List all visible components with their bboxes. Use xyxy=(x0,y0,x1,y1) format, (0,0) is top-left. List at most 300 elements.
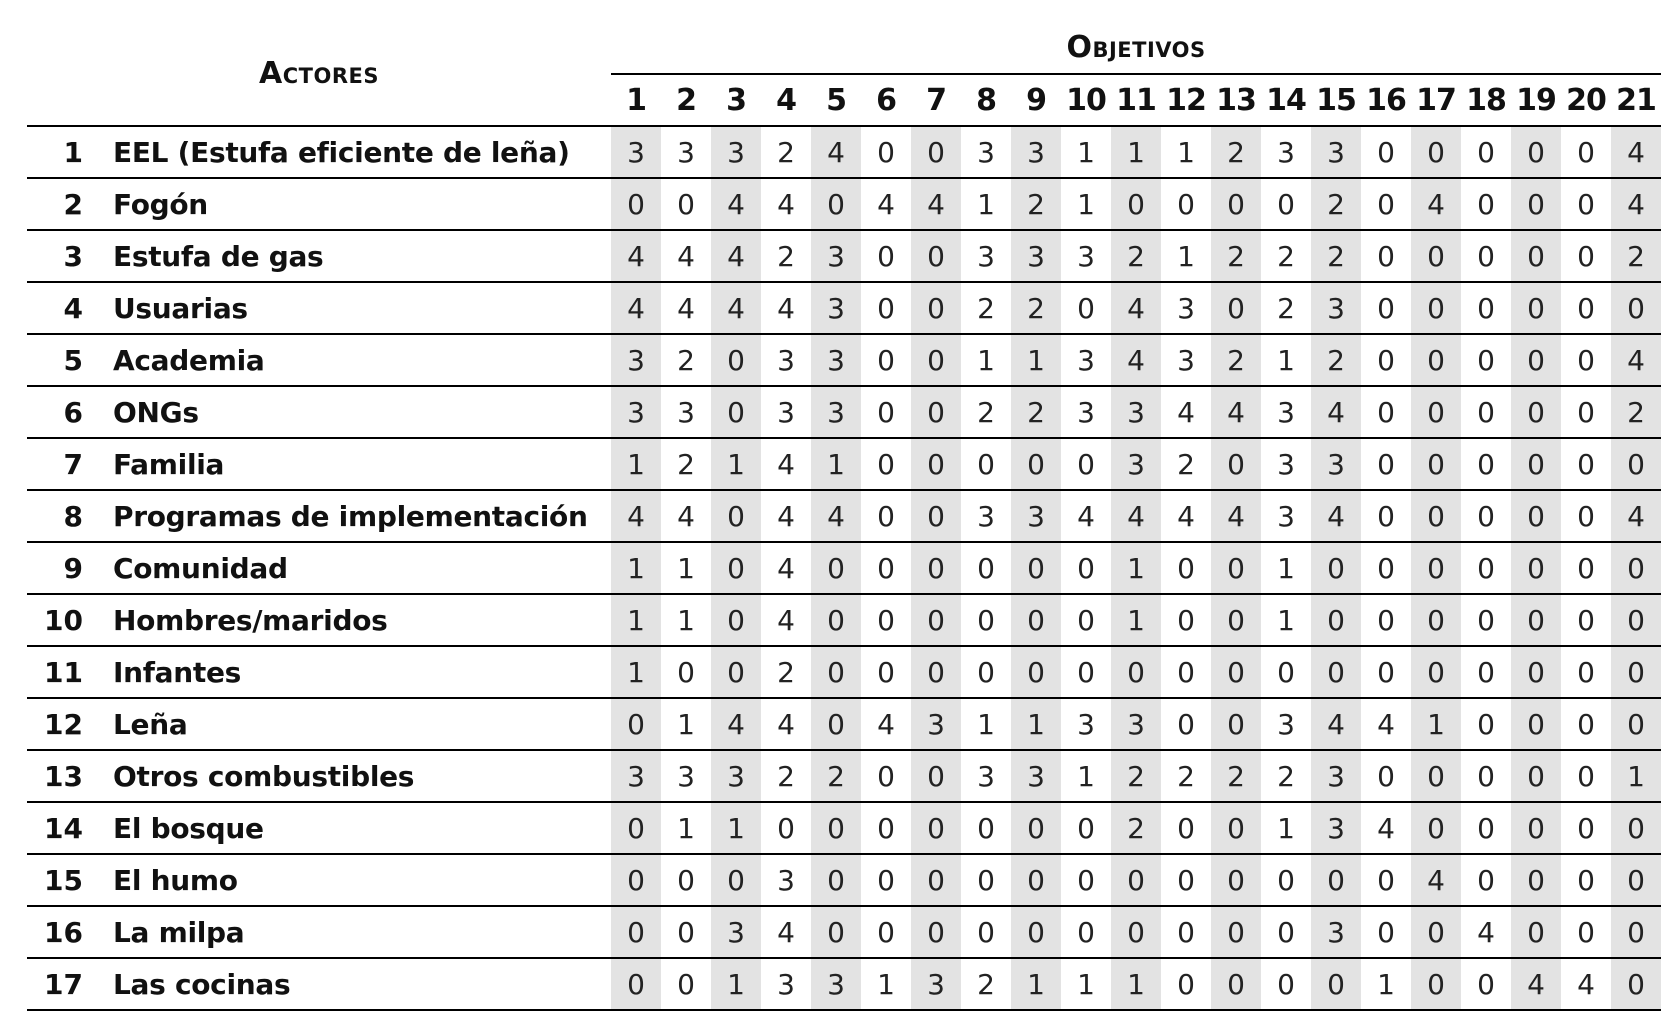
actor-name: Fogón xyxy=(91,178,611,230)
objective-number-3: 3 xyxy=(711,74,761,126)
matrix-cell: 2 xyxy=(1261,750,1311,802)
table-row xyxy=(27,594,1661,646)
matrix-cell: 3 xyxy=(1061,698,1111,750)
matrix-cell: 0 xyxy=(1611,646,1661,698)
matrix-cell: 0 xyxy=(1361,438,1411,490)
matrix-cell: 0 xyxy=(1461,750,1511,802)
matrix-cell: 2 xyxy=(1211,230,1261,282)
row-number: 16 xyxy=(27,906,91,958)
matrix-cell: 0 xyxy=(1261,854,1311,906)
actor-name: Programas de implementación xyxy=(91,490,611,542)
matrix-cell: 2 xyxy=(1261,230,1311,282)
matrix-cell: 0 xyxy=(1411,906,1461,958)
matrix-cell: 0 xyxy=(661,854,711,906)
matrix-cell: 0 xyxy=(611,802,661,854)
matrix-cell: 0 xyxy=(1611,906,1661,958)
row-number: 17 xyxy=(27,958,91,1010)
matrix-cell: 2 xyxy=(1111,802,1161,854)
matrix-cell: 1 xyxy=(1061,958,1111,1010)
matrix-cell: 0 xyxy=(961,802,1011,854)
matrix-cell: 3 xyxy=(661,126,711,178)
actor-name: Comunidad xyxy=(91,542,611,594)
matrix-cell: 0 xyxy=(1361,854,1411,906)
matrix-cell: 0 xyxy=(711,490,761,542)
matrix-cell: 3 xyxy=(1161,282,1211,334)
matrix-cell: 0 xyxy=(1161,958,1211,1010)
matrix-cell: 3 xyxy=(711,906,761,958)
matrix-cell: 0 xyxy=(1561,750,1611,802)
matrix-cell: 0 xyxy=(1511,594,1561,646)
matrix-cell: 0 xyxy=(861,646,911,698)
matrix-cell: 3 xyxy=(661,386,711,438)
matrix-cell: 3 xyxy=(1061,230,1111,282)
matrix-cell: 3 xyxy=(761,334,811,386)
objective-number-2: 2 xyxy=(661,74,711,126)
table-row xyxy=(27,438,1661,490)
matrix-cell: 4 xyxy=(861,178,911,230)
matrix-cell: 0 xyxy=(1211,594,1261,646)
matrix-cell: 0 xyxy=(1561,438,1611,490)
objective-number-17: 17 xyxy=(1411,74,1461,126)
matrix-cell: 4 xyxy=(761,438,811,490)
matrix-cell: 2 xyxy=(761,230,811,282)
matrix-cell: 2 xyxy=(1311,334,1361,386)
matrix-cell: 1 xyxy=(961,698,1011,750)
matrix-cell: 2 xyxy=(761,646,811,698)
matrix-cell: 4 xyxy=(1111,334,1161,386)
matrix-cell: 0 xyxy=(1511,126,1561,178)
matrix-cell: 1 xyxy=(1361,958,1411,1010)
matrix-cell: 0 xyxy=(711,386,761,438)
matrix-cell: 0 xyxy=(1461,698,1511,750)
matrix-cell: 0 xyxy=(1361,594,1411,646)
matrix-cell: 3 xyxy=(1261,386,1311,438)
matrix-cell: 4 xyxy=(761,906,811,958)
matrix-cell: 4 xyxy=(761,594,811,646)
matrix-cell: 2 xyxy=(761,750,811,802)
row-number: 5 xyxy=(27,334,91,386)
matrix-cell: 0 xyxy=(761,802,811,854)
matrix-cell: 0 xyxy=(1411,802,1461,854)
objective-number-19: 19 xyxy=(1511,74,1561,126)
matrix-cell: 0 xyxy=(911,542,961,594)
matrix-cell: 3 xyxy=(911,698,961,750)
matrix-cell: 0 xyxy=(911,282,961,334)
matrix-cell: 0 xyxy=(911,646,961,698)
table-row xyxy=(27,958,1661,1010)
matrix-cell: 0 xyxy=(911,490,961,542)
matrix-cell: 4 xyxy=(811,490,861,542)
matrix-cell: 0 xyxy=(1561,126,1611,178)
matrix-cell: 0 xyxy=(661,178,711,230)
matrix-cell: 0 xyxy=(661,958,711,1010)
matrix-cell: 2 xyxy=(1611,230,1661,282)
matrix-cell: 0 xyxy=(1611,542,1661,594)
matrix-cell: 0 xyxy=(861,854,911,906)
matrix-cell: 0 xyxy=(911,802,961,854)
matrix-cell: 0 xyxy=(1361,490,1411,542)
matrix-cell: 4 xyxy=(1511,958,1561,1010)
objective-number-15: 15 xyxy=(1311,74,1361,126)
matrix-cell: 3 xyxy=(1011,126,1061,178)
matrix-cell: 1 xyxy=(661,594,711,646)
matrix-cell: 0 xyxy=(1211,698,1261,750)
matrix-cell: 2 xyxy=(961,282,1011,334)
actor-name: El humo xyxy=(91,854,611,906)
matrix-cell: 4 xyxy=(1611,178,1661,230)
matrix-cell: 0 xyxy=(1561,698,1611,750)
matrix-cell: 1 xyxy=(611,646,661,698)
matrix-cell: 4 xyxy=(1111,282,1161,334)
matrix-cell: 0 xyxy=(1061,438,1111,490)
row-number: 1 xyxy=(27,126,91,178)
matrix-cell: 0 xyxy=(1211,646,1261,698)
matrix-cell: 1 xyxy=(1261,334,1311,386)
matrix-cell: 0 xyxy=(861,282,911,334)
row-number: 14 xyxy=(27,802,91,854)
matrix-cell: 0 xyxy=(1561,334,1611,386)
matrix-cell: 3 xyxy=(1061,386,1111,438)
matrix-cell: 0 xyxy=(1261,906,1311,958)
matrix-cell: 0 xyxy=(911,230,961,282)
matrix-cell: 0 xyxy=(1461,178,1511,230)
matrix-cell: 0 xyxy=(711,334,761,386)
matrix-cell: 3 xyxy=(611,750,661,802)
matrix-cell: 0 xyxy=(1411,594,1461,646)
matrix-cell: 1 xyxy=(1261,542,1311,594)
objective-number-9: 9 xyxy=(1011,74,1061,126)
matrix-cell: 0 xyxy=(1211,542,1261,594)
matrix-cell: 2 xyxy=(1011,282,1061,334)
matrix-cell: 0 xyxy=(1611,282,1661,334)
matrix-cell: 3 xyxy=(1011,230,1061,282)
matrix-cell: 0 xyxy=(811,854,861,906)
matrix-cell: 0 xyxy=(1211,958,1261,1010)
matrix-cell: 1 xyxy=(661,542,711,594)
row-number: 9 xyxy=(27,542,91,594)
matrix-cell: 0 xyxy=(1211,282,1261,334)
matrix-cell: 0 xyxy=(1511,698,1561,750)
matrix-cell: 2 xyxy=(1161,750,1211,802)
matrix-cell: 0 xyxy=(1611,438,1661,490)
matrix-cell: 0 xyxy=(1061,282,1111,334)
matrix-cell: 0 xyxy=(1411,230,1461,282)
matrix-cell: 0 xyxy=(1411,646,1461,698)
matrix-cell: 1 xyxy=(961,178,1011,230)
matrix-cell: 0 xyxy=(1261,958,1311,1010)
matrix-cell: 0 xyxy=(1511,282,1561,334)
matrix-cell: 0 xyxy=(611,906,661,958)
matrix-cell: 1 xyxy=(1161,230,1211,282)
matrix-cell: 1 xyxy=(1011,958,1061,1010)
matrix-cell: 2 xyxy=(1261,282,1311,334)
table-row xyxy=(27,230,1661,282)
matrix-cell: 0 xyxy=(1211,802,1261,854)
matrix-cell: 2 xyxy=(1161,438,1211,490)
matrix-cell: 0 xyxy=(1111,178,1161,230)
matrix-cell: 0 xyxy=(1361,906,1411,958)
matrix-cell: 4 xyxy=(711,282,761,334)
matrix-cell: 0 xyxy=(1461,230,1511,282)
objective-number-6: 6 xyxy=(861,74,911,126)
matrix-cell: 4 xyxy=(1411,178,1461,230)
matrix-cell: 2 xyxy=(661,438,711,490)
header-row-top xyxy=(27,22,1661,74)
matrix-cell: 0 xyxy=(1361,282,1411,334)
matrix-cell: 2 xyxy=(961,958,1011,1010)
matrix-cell: 0 xyxy=(1311,594,1361,646)
matrix-cell: 0 xyxy=(1611,594,1661,646)
table-row xyxy=(27,386,1661,438)
matrix-cell: 0 xyxy=(1511,542,1561,594)
matrix-cell: 0 xyxy=(1461,646,1511,698)
matrix-cell: 4 xyxy=(1611,126,1661,178)
table-row xyxy=(27,542,1661,594)
matrix-cell: 3 xyxy=(611,126,661,178)
matrix-cell: 0 xyxy=(1461,594,1511,646)
matrix-cell: 4 xyxy=(1061,490,1111,542)
matrix-cell: 0 xyxy=(711,542,761,594)
matrix-cell: 0 xyxy=(1611,958,1661,1010)
matrix-cell: 0 xyxy=(661,646,711,698)
matrix-cell: 0 xyxy=(1161,854,1211,906)
matrix-cell: 0 xyxy=(861,802,911,854)
matrix-cell: 0 xyxy=(1561,594,1611,646)
actor-name: Las cocinas xyxy=(91,958,611,1010)
matrix-cell: 0 xyxy=(861,438,911,490)
matrix-cell: 0 xyxy=(1211,906,1261,958)
matrix-cell: 0 xyxy=(811,646,861,698)
objective-number-20: 20 xyxy=(1561,74,1611,126)
matrix-cell: 0 xyxy=(811,698,861,750)
matrix-cell: 1 xyxy=(1011,334,1061,386)
objective-number-11: 11 xyxy=(1111,74,1161,126)
matrix-cell: 0 xyxy=(1361,542,1411,594)
matrix-cell: 0 xyxy=(1261,178,1311,230)
matrix-cell: 0 xyxy=(1461,802,1511,854)
matrix-cell: 1 xyxy=(661,698,711,750)
matrix-cell: 0 xyxy=(1561,230,1611,282)
matrix-cell: 0 xyxy=(1011,438,1061,490)
table-row xyxy=(27,854,1661,906)
matrix-cell: 0 xyxy=(1161,698,1211,750)
matrix-cell: 4 xyxy=(661,230,711,282)
matrix-cell: 4 xyxy=(761,282,811,334)
matrix-cell: 0 xyxy=(1561,906,1611,958)
actor-name: ONGs xyxy=(91,386,611,438)
matrix-cell: 0 xyxy=(1111,854,1161,906)
matrix-cell: 1 xyxy=(661,802,711,854)
matrix-cell: 3 xyxy=(1261,698,1311,750)
matrix-cell: 0 xyxy=(711,646,761,698)
matrix-cell: 0 xyxy=(1361,230,1411,282)
matrix-cell: 0 xyxy=(1411,490,1461,542)
matrix-cell: 1 xyxy=(1111,126,1161,178)
objective-number-14: 14 xyxy=(1261,74,1311,126)
matrix-cell: 0 xyxy=(1461,334,1511,386)
matrix-cell: 0 xyxy=(1561,490,1611,542)
matrix-cell: 1 xyxy=(711,438,761,490)
matrix-cell: 0 xyxy=(961,594,1011,646)
matrix-cell: 3 xyxy=(1261,438,1311,490)
matrix-cell: 3 xyxy=(611,334,661,386)
matrix-cell: 0 xyxy=(811,542,861,594)
matrix-cell: 0 xyxy=(1511,386,1561,438)
matrix-cell: 0 xyxy=(611,958,661,1010)
matrix-cell: 3 xyxy=(1311,438,1361,490)
matrix-cell: 0 xyxy=(1161,646,1211,698)
matrix-cell: 0 xyxy=(1411,750,1461,802)
matrix-cell: 0 xyxy=(861,386,911,438)
matrix-cell: 3 xyxy=(1261,126,1311,178)
matrix-cell: 4 xyxy=(761,178,811,230)
table-row xyxy=(27,802,1661,854)
matrix-cell: 4 xyxy=(1411,854,1461,906)
matrix-cell: 4 xyxy=(1211,490,1261,542)
matrix-cell: 0 xyxy=(1611,698,1661,750)
matrix-cell: 0 xyxy=(861,490,911,542)
matrix-cell: 4 xyxy=(761,490,811,542)
matrix-cell: 0 xyxy=(1061,594,1111,646)
matrix-cell: 0 xyxy=(1361,750,1411,802)
objective-number-1: 1 xyxy=(611,74,661,126)
actores-header: Actores xyxy=(259,56,379,91)
row-number: 6 xyxy=(27,386,91,438)
actor-name: La milpa xyxy=(91,906,611,958)
matrix-cell: 0 xyxy=(1461,958,1511,1010)
matrix-cell: 0 xyxy=(1061,906,1111,958)
matrix-cell: 4 xyxy=(1611,334,1661,386)
matrix-cell: 4 xyxy=(711,178,761,230)
matrix-cell: 0 xyxy=(1611,802,1661,854)
matrix-cell: 3 xyxy=(661,750,711,802)
matrix-cell: 1 xyxy=(1111,542,1161,594)
matrix-cell: 4 xyxy=(1361,698,1411,750)
matrix-cell: 3 xyxy=(1311,750,1361,802)
matrix-cell: 3 xyxy=(811,386,861,438)
matrix-cell: 0 xyxy=(1111,646,1161,698)
matrix-cell: 0 xyxy=(911,126,961,178)
matrix-cell: 0 xyxy=(611,854,661,906)
matrix-cell: 3 xyxy=(961,750,1011,802)
matrix-cell: 2 xyxy=(761,126,811,178)
objective-number-16: 16 xyxy=(1361,74,1411,126)
actor-name: Hombres/maridos xyxy=(91,594,611,646)
matrix-cell: 1 xyxy=(861,958,911,1010)
matrix-cell: 0 xyxy=(1511,906,1561,958)
actor-name: Infantes xyxy=(91,646,611,698)
matrix-cell: 2 xyxy=(1011,386,1061,438)
matrix-cell: 2 xyxy=(1611,386,1661,438)
matrix-cell: 0 xyxy=(1511,178,1561,230)
matrix-cell: 0 xyxy=(1411,282,1461,334)
actor-name: Familia xyxy=(91,438,611,490)
matrix-cell: 2 xyxy=(661,334,711,386)
matrix-cell: 3 xyxy=(961,490,1011,542)
matrix-cell: 1 xyxy=(1061,126,1111,178)
matrix-cell: 3 xyxy=(811,958,861,1010)
objective-number-4: 4 xyxy=(761,74,811,126)
matrix-cell: 0 xyxy=(711,854,761,906)
matrix-cell: 0 xyxy=(1011,906,1061,958)
matrix-cell: 0 xyxy=(861,594,911,646)
matrix-cell: 1 xyxy=(1411,698,1461,750)
matrix-cell: 4 xyxy=(1311,386,1361,438)
matrix-cell: 0 xyxy=(911,750,961,802)
objective-number-18: 18 xyxy=(1461,74,1511,126)
matrix-cell: 0 xyxy=(1511,334,1561,386)
matrix-cell: 0 xyxy=(1061,854,1111,906)
actor-name: Academia xyxy=(91,334,611,386)
matrix-cell: 1 xyxy=(1161,126,1211,178)
matrix-cell: 3 xyxy=(1111,698,1161,750)
objective-number-10: 10 xyxy=(1061,74,1111,126)
matrix-cell: 0 xyxy=(1161,178,1211,230)
matrix-cell: 0 xyxy=(911,386,961,438)
matrix-cell: 0 xyxy=(961,906,1011,958)
actor-name: Usuarias xyxy=(91,282,611,334)
matrix-cell: 4 xyxy=(761,542,811,594)
matrix-cell: 4 xyxy=(1311,490,1361,542)
matrix-cell: 4 xyxy=(611,230,661,282)
matrix-cell: 4 xyxy=(1161,490,1211,542)
matrix-cell: 0 xyxy=(961,542,1011,594)
matrix-cell: 3 xyxy=(711,126,761,178)
matrix-cell: 0 xyxy=(1511,646,1561,698)
row-number: 3 xyxy=(27,230,91,282)
matrix-cell: 0 xyxy=(1411,386,1461,438)
matrix-cell: 0 xyxy=(1461,386,1511,438)
matrix-cell: 0 xyxy=(911,334,961,386)
row-number: 7 xyxy=(27,438,91,490)
matrix-table xyxy=(27,22,1661,1011)
matrix-cell: 3 xyxy=(811,282,861,334)
matrix-cell: 0 xyxy=(811,594,861,646)
matrix-cell: 0 xyxy=(1511,750,1561,802)
matrix-cell: 0 xyxy=(661,906,711,958)
objective-number-12: 12 xyxy=(1161,74,1211,126)
matrix-cell: 1 xyxy=(1111,958,1161,1010)
matrix-cell: 0 xyxy=(1161,906,1211,958)
matrix-cell: 0 xyxy=(1311,542,1361,594)
matrix-cell: 4 xyxy=(1611,490,1661,542)
matrix-cell: 0 xyxy=(861,230,911,282)
matrix-cell: 0 xyxy=(811,178,861,230)
matrix-cell: 3 xyxy=(1061,334,1111,386)
matrix-cell: 1 xyxy=(611,542,661,594)
matrix-cell: 0 xyxy=(1461,126,1511,178)
matrix-cell: 4 xyxy=(861,698,911,750)
matrix-cell: 0 xyxy=(1311,958,1361,1010)
matrix-cell: 4 xyxy=(1161,386,1211,438)
matrix-cell: 4 xyxy=(661,282,711,334)
matrix-cell: 3 xyxy=(1311,126,1361,178)
matrix-cell: 3 xyxy=(1011,490,1061,542)
actor-name: Leña xyxy=(91,698,611,750)
actor-name: EEL (Estufa eficiente de leña) xyxy=(91,126,611,178)
matrix-cell: 4 xyxy=(611,282,661,334)
matrix-cell: 0 xyxy=(1411,958,1461,1010)
matrix-cell: 0 xyxy=(1011,542,1061,594)
matrix-cell: 0 xyxy=(1311,646,1361,698)
matrix-cell: 0 xyxy=(1211,854,1261,906)
objective-number-7: 7 xyxy=(911,74,961,126)
matrix-cell: 4 xyxy=(661,490,711,542)
matrix-cell: 3 xyxy=(611,386,661,438)
objective-number-21: 21 xyxy=(1611,74,1661,126)
matrix-cell: 2 xyxy=(1011,178,1061,230)
matrix-cell: 1 xyxy=(711,958,761,1010)
